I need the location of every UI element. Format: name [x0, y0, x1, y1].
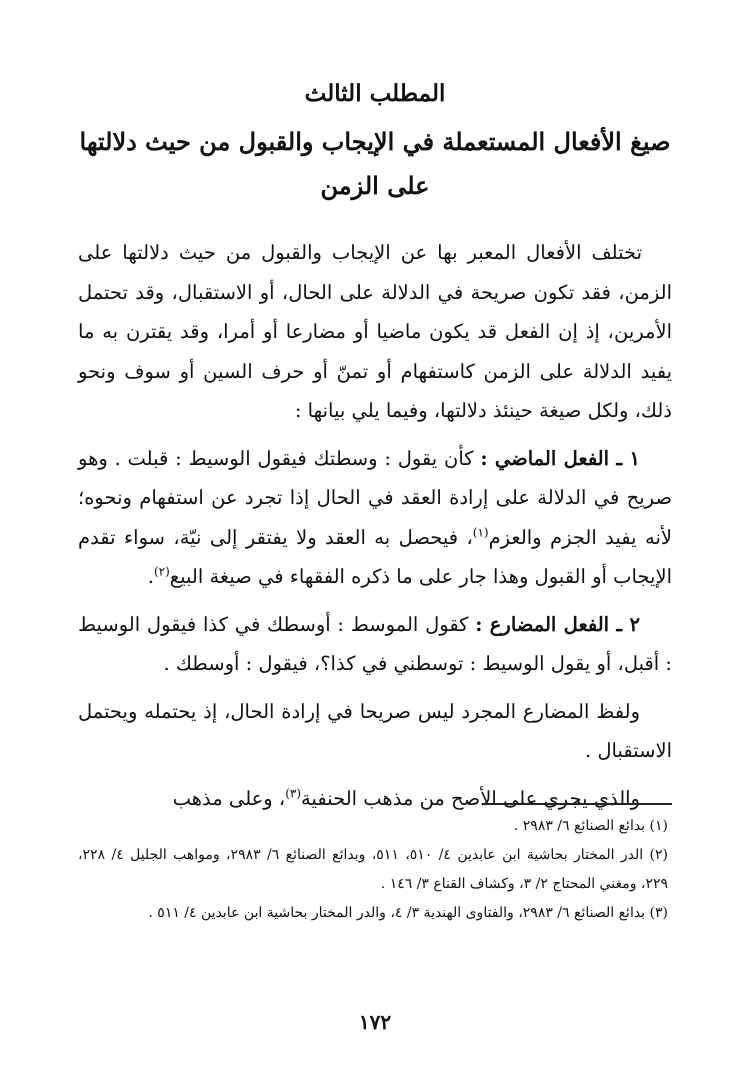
- footnote-ref-1[interactable]: (١): [472, 525, 489, 539]
- paragraph-present-verb: [78, 605, 672, 684]
- paragraph-past-verb: [78, 439, 672, 597]
- past-verb-text: كأن يقول : وسطتك فيقول الوسيط : قبلت . وهو صريح في الدلالة على إرادة العقد في الحال إذا تجرد عن استفهام ونحوه؛ لأنه يفيد الجزم والعزم: [78, 446, 672, 549]
- footnotes: [78, 812, 668, 928]
- footnote-divider: [482, 803, 672, 805]
- main-title: صيغ الأفعال المستعملة في الإيجاب والقبول من حيث دلالتها على الزمن: [79, 127, 671, 200]
- madhhab-end: ، وعلى مذهب: [172, 786, 286, 810]
- footnote-ref-2[interactable]: (٢): [153, 564, 170, 579]
- present-verb-heading: ٢ ـ الفعل المضارع :: [475, 612, 640, 636]
- footnote-1: (١) بدائع الصنائع ٦/ ٢٩٨٣ .: [513, 818, 668, 834]
- footnote-3: (٣) بدائع الصنائع ٦/ ٢٩٨٣، والفتاوى الهندية ٣/ ٤، والدر المختار بحاشية ابن عابدين ٤/ ٥١١ .: [148, 905, 668, 921]
- paragraph-intro: تختلف الأفعال المعبر بها عن الإيجاب والقبول من حيث دلالتها على الزمن، فقد تكون صريحة في الدلالة على الحال، أو الاستقبال، وقد تحتمل الأمرين، إذ إن الفعل قد يكون ماضيا أو مضارعا أو أمرا، وقد يقترن به ما يفيد الدلالة على الزمن كاستفهام أو تمنّ أو حرف السين أو سوف ونحو ذلك، ولكل صيغة حينئذ دلالتها، وفيما يلي بيانها :: [78, 241, 672, 422]
- footnote-ref-3[interactable]: (٣): [285, 786, 302, 800]
- section-heading: المطلب الثالث: [304, 80, 446, 107]
- paragraph-present-note: ولفظ المضارع المجرد ليس صريحا في إرادة الحال، إذ يحتمله ويحتمل الاستقبال .: [78, 699, 672, 762]
- past-verb-end: .: [147, 565, 154, 588]
- past-verb-heading: ١ ـ الفعل الماضي :: [480, 446, 640, 470]
- madhhab-text: والذي يجري على الأصح من مذهب الحنفية: [301, 786, 640, 810]
- present-verb-text: كقول الموسط : أوسطك في كذا فيقول الوسيط : أقبل، أو يقول الوسيط : توسطني في كذا؟، فيقول : أوسطك .: [78, 612, 672, 675]
- body-text: [78, 233, 672, 826]
- past-verb-text-continued: ، فيحصل به العقد ولا يفتقر إلى نيّة، سواء تقدم الإيجاب أو القبول وهذا جار على ما ذكره الفقهاء في صيغة البيع: [78, 525, 672, 588]
- footnote-2: (٢) الدر المختار بحاشية ابن عابدين ٤/ ٥١٠، ٥١١، وبدائع الصنائع ٦/ ٢٩٨٣، ومواهب الجليل ٤/ ٢٢٨، ٢٢٩، ومغني المحتاج ٢/ ٣، وكشاف القناع ٣/ ١٤٦ .: [78, 847, 668, 892]
- page-number: ١٧٢: [358, 1010, 392, 1034]
